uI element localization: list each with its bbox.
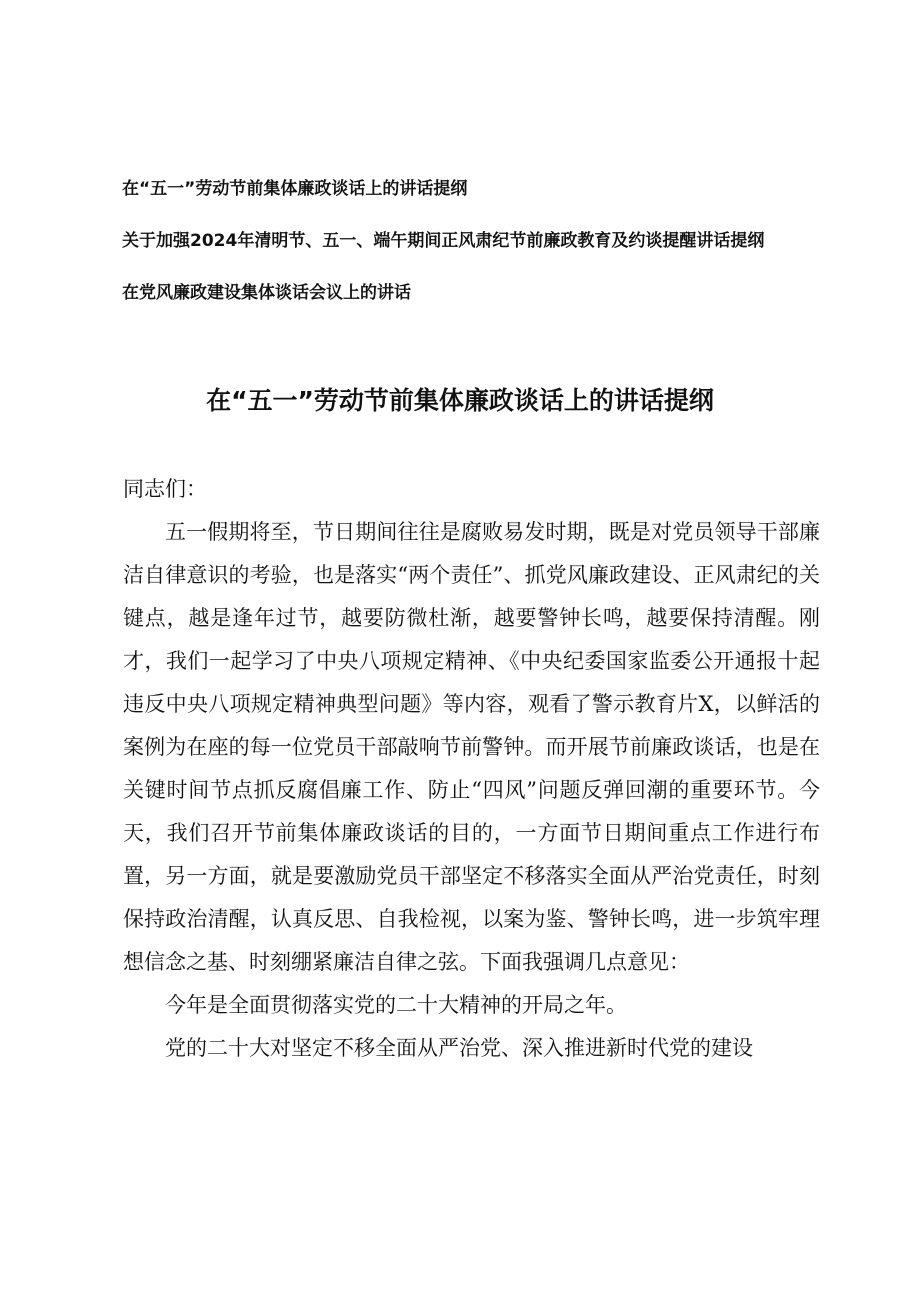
document-body	[123, 468, 820, 1070]
toc-item[interactable]: 在“五一”劳动节前集体廉政谈话上的讲话提纲	[122, 179, 468, 199]
salutation: 同志们：	[123, 477, 207, 501]
table-of-contents	[122, 178, 842, 334]
body-paragraph: 今年是全面贯彻落实党的二十大精神的开局之年。	[165, 993, 627, 1017]
body-paragraph: 党的二十大对坚定不移全面从严治党、深入推进新时代党的建设	[165, 1036, 753, 1060]
toc-item[interactable]: 在党风廉政建设集体谈话会议上的讲话	[122, 283, 411, 303]
document-title: 在“五一”劳动节前集体廉政谈话上的讲话提纲	[206, 386, 714, 415]
toc-item[interactable]: 关于加强2024年清明节、五一、端午期间正风肃纪节前廉政教育及约谈提醒讲话提纲	[122, 231, 765, 251]
body-paragraph: 五一假期将至，节日期间往往是腐败易发时期，既是对党员领导干部廉洁自律意识的考验，也是落实“两个责任”、抓党风廉政建设、正风肃纪的关键点，越是逢年过节，越要防微杜渐，越要警钟长鸣，越要保持清醒。刚才，我们一起学习了中央八项规定精神、《中央纪委国家监委公开通报十起违反中央八项规定精神典型问题》等内容，观看了警示教育片X，以鲜活的案例为在座的每一位党员干部敲响节前警钟。而开展节前廉政谈话，也是在关键时间节点抓反腐倡廉工作、防止“四风”问题反弹回潮的重要环节。今天，我们召开节前集体廉政谈话的目的，一方面节日期间重点工作进行布置，另一方面，就是要激励党员干部坚定不移落实全面从严治党责任，时刻保持政治清醒，认真反思、自我检视，以案为鉴、警钟长鸣，进一步筑牢理想信念之基、时刻绷紧廉洁自律之弦。下面我强调几点意见：	[123, 520, 820, 974]
